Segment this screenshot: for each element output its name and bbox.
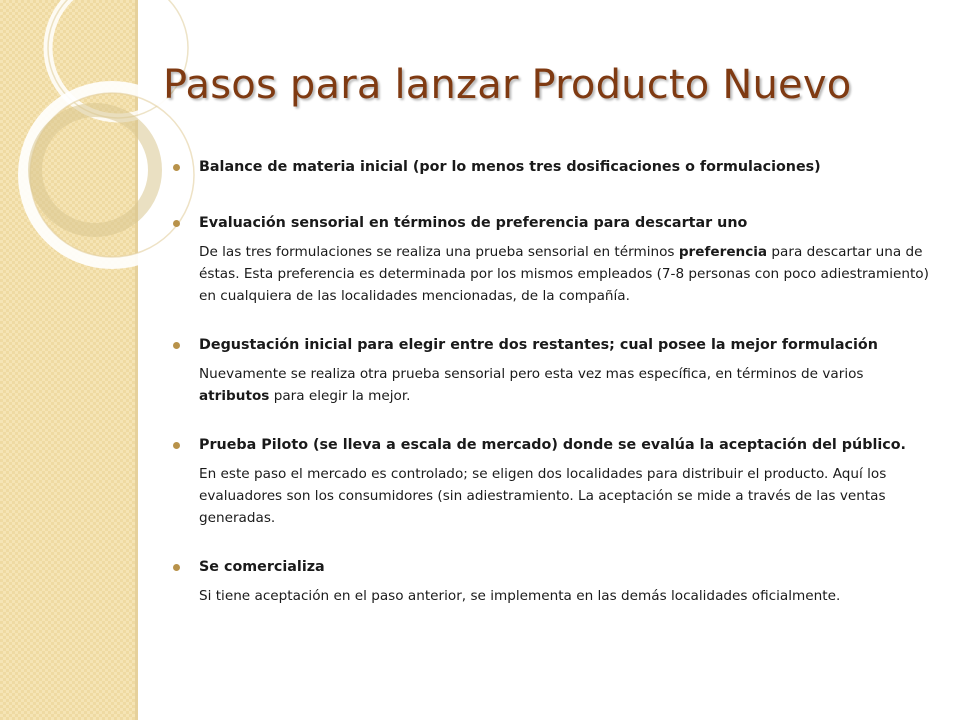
item-body (199, 241, 933, 307)
bullet-icon (173, 442, 180, 449)
item-body-text: para elegir la mejor. (269, 388, 411, 404)
list-item (173, 212, 933, 307)
item-body-text: Nuevamente se realiza otra prueba sensorial pero esta vez mas específica, en términos de varios (199, 366, 864, 382)
item-body (199, 363, 933, 407)
bullet-icon (173, 164, 180, 171)
list-item (173, 556, 933, 607)
decorative-circle-inner (35, 110, 155, 230)
bullet-list (173, 156, 933, 607)
bullet-icon (173, 564, 180, 571)
slide-title: Pasos para lanzar Producto Nuevo (163, 62, 852, 108)
list-item (173, 156, 933, 178)
item-body-emphasis: atributos (199, 388, 270, 404)
item-heading: Prueba Piloto (se lleva a escala de mercado) donde se evalúa la aceptación del público. (199, 437, 906, 453)
item-heading: Degustación inicial para elegir entre dos restantes; cual posee la mejor formulación (199, 337, 878, 353)
item-body-emphasis: preferencia (678, 244, 768, 260)
item-body: En este paso el mercado es controlado; se eligen dos localidades para distribuir el producto. Aquí los evaluadores son los consumidores (sin adiestramiento. La aceptación se mide a través de las ventas generadas. (199, 466, 887, 526)
item-body: Si tiene aceptación en el paso anterior, se implementa en las demás localidades oficialmente. (199, 588, 841, 604)
item-heading: Evaluación sensorial en términos de preferencia para descartar uno (199, 215, 748, 231)
item-body-text: para descartar una de éstas. Esta preferencia es determinada por los mismos empleados (7-8 personas con poco adiestramiento) en cualquiera de las localidades mencionadas, de la compañía. (199, 244, 929, 304)
bullet-icon (173, 220, 180, 227)
item-heading: Balance de materia inicial (por lo menos tres dosificaciones o formulaciones) (199, 159, 821, 175)
list-item (173, 434, 933, 529)
item-body-text: De las tres formulaciones se realiza una prueba sensorial en términos (199, 244, 679, 260)
item-heading: Se comercializa (199, 559, 325, 575)
list-item (173, 334, 933, 407)
bullet-icon (173, 342, 180, 349)
